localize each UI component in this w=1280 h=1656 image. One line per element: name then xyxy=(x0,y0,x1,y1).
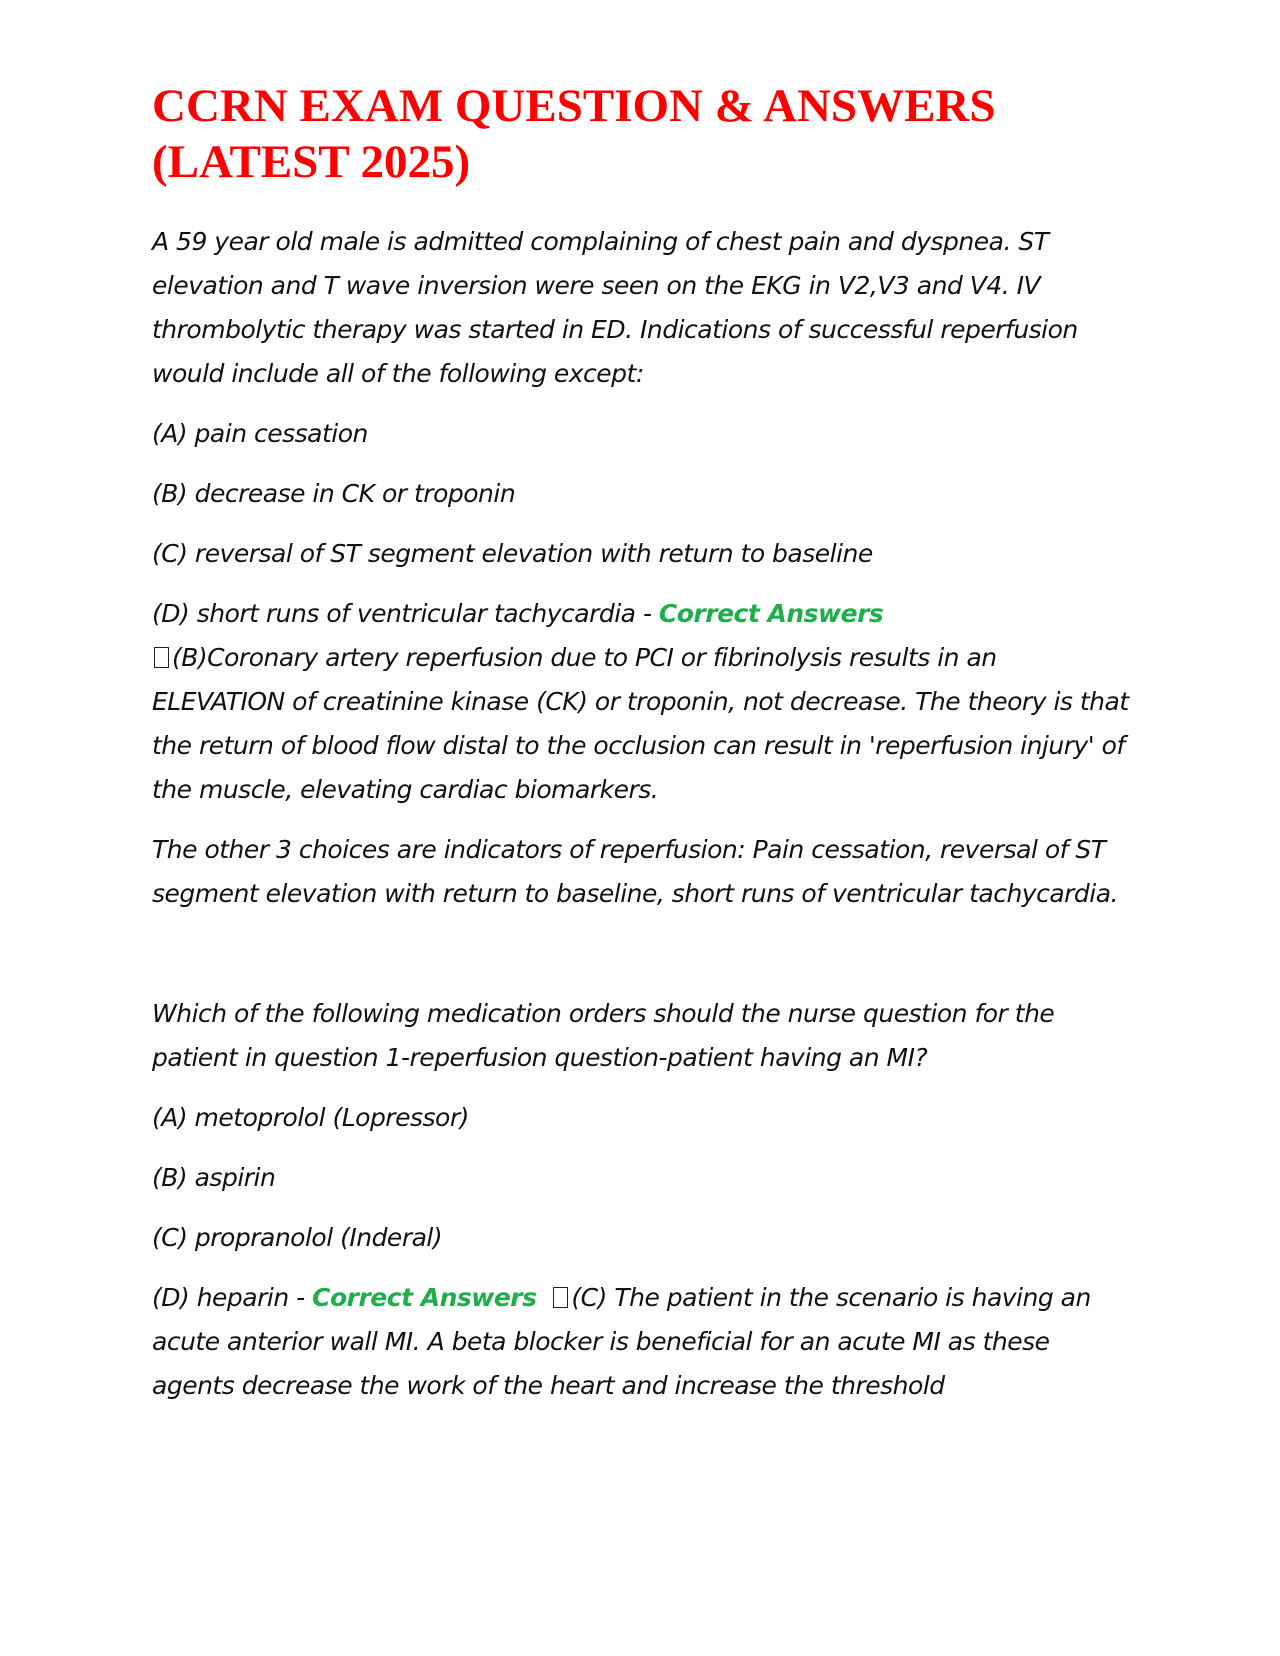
question-2-option-b: (B) aspirin xyxy=(152,1163,276,1192)
question-1-option-b: (B) decrease in CK or troponin xyxy=(152,479,516,508)
question-1-option-d-and-answer xyxy=(152,592,1132,812)
title-line-2: (LATEST 2025) xyxy=(152,136,471,188)
question-1-option-d: (D) short runs of ventricular tachycardia - xyxy=(152,599,659,628)
question-1-stem: A 59 year old male is admitted complaining of chest pain and dyspnea. ST elevation and T wave inversion were seen on the EKG in V2,V3 and V4. IV thrombolytic therapy was started in ED. Indications of successful reperfusion would include all of the following except: xyxy=(152,227,1078,388)
question-1-option-c: (C) reversal of ST segment elevation with return to baseline xyxy=(152,539,873,568)
question-2-option-a: (A) metoprolol (Lopressor) xyxy=(152,1103,469,1132)
question-2-stem: Which of the following medication orders should the nurse question for the patient in question 1-reperfusion question-patient having an MI? xyxy=(152,999,1055,1072)
document-content xyxy=(152,78,1132,1408)
checkbox-icon xyxy=(553,1287,568,1308)
question-2-option-c: (C) propranolol (Inderal) xyxy=(152,1223,443,1252)
document-title xyxy=(152,78,1132,190)
question-2-answer: (C) The patient in the scenario is having an acute anterior wall MI. A beta blocker is beneficial for an acute MI as these agents decrease the work of the heart and increase the threshold xyxy=(152,1283,1091,1400)
question-2-option-d-and-answer xyxy=(152,1276,1132,1408)
question-1-correct-label: Correct Answers xyxy=(658,599,884,628)
question-1-answer: (B)Coronary artery reperfusion due to PCI or fibrinolysis results in an ELEVATION of creatinine kinase (CK) or troponin, not decrease. The theory is that the return of blood flow distal to the occlusion can result in 'reperfusion injury' of the muscle, elevating cardiac biomarkers. xyxy=(152,643,1129,804)
title-line-1: CCRN EXAM QUESTION & ANSWERS xyxy=(152,80,996,132)
question-2-correct-label: Correct Answers xyxy=(312,1283,537,1312)
question-1-explanation: The other 3 choices are indicators of reperfusion: Pain cessation, reversal of ST segment elevation with return to baseline, short runs of ventricular tachycardia. xyxy=(152,835,1119,908)
question-2-option-d: (D) heparin - xyxy=(152,1283,313,1312)
question-1-option-a: (A) pain cessation xyxy=(152,419,368,448)
checkbox-icon xyxy=(154,647,169,668)
